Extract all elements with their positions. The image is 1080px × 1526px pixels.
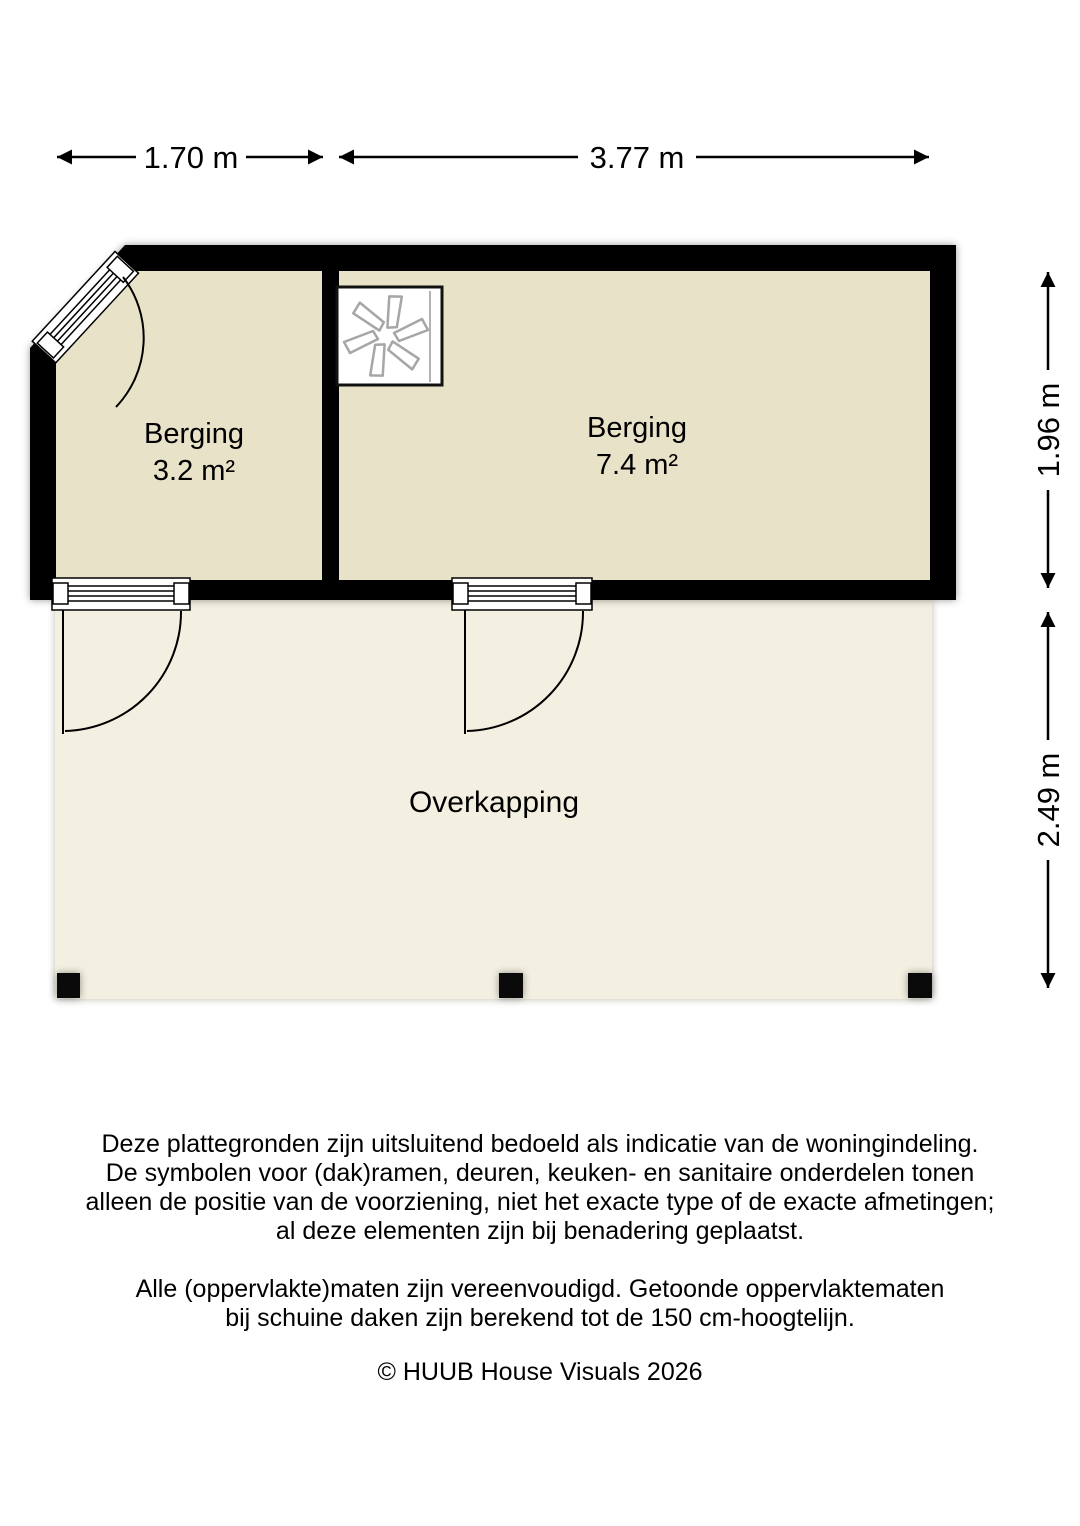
dimension-right-1	[1031, 272, 1066, 588]
door-leaf-closed	[452, 578, 592, 610]
room-1-area: 3.2 m²	[152, 455, 236, 487]
dimension-label: 1.70 m	[143, 140, 239, 175]
dimension-label: 1.96 m	[1031, 382, 1066, 478]
disclaimer-line: Alle (oppervlakte)maten zijn vereenvoudigd. Getoonde oppervlaktematen	[135, 1275, 945, 1303]
disclaimer-line: al deze elementen zijn bij benadering geplaatst.	[275, 1217, 805, 1245]
door-post	[174, 583, 189, 604]
dimension-top-1	[57, 140, 323, 175]
door-post	[53, 583, 68, 604]
ventilation-unit	[337, 287, 442, 385]
pillar	[57, 973, 80, 998]
room-2-name: Berging	[587, 412, 687, 444]
door-post	[453, 583, 468, 604]
dimension-right-2	[1031, 612, 1066, 988]
disclaimer-line: bij schuine daken zijn berekend tot de 150 cm-hoogtelijn.	[225, 1304, 855, 1332]
door-post	[576, 583, 591, 604]
dimension-top-2	[339, 140, 929, 175]
pillar	[908, 973, 932, 998]
disclaimer-block	[0, 1130, 1080, 1387]
copyright-text: © HUUB House Visuals 2026	[377, 1358, 703, 1386]
door-leaf-closed	[52, 578, 190, 610]
disclaimer-line: Deze plattegronden zijn uitsluitend bedoeld als indicatie van de woningindeling.	[101, 1130, 979, 1158]
pillar	[499, 973, 523, 998]
disclaimer-line: alleen de positie van de voorziening, niet het exacte type of de exacte afmetingen;	[85, 1188, 995, 1216]
dimension-label: 2.49 m	[1031, 752, 1066, 848]
disclaimer-line: De symbolen voor (dak)ramen, deuren, keuken- en sanitaire onderdelen tonen	[105, 1159, 975, 1187]
canopy-label: Overkapping	[408, 786, 580, 819]
dimension-label: 3.77 m	[589, 140, 685, 175]
room-1-name: Berging	[144, 418, 244, 450]
room-2-area: 7.4 m²	[595, 449, 679, 481]
